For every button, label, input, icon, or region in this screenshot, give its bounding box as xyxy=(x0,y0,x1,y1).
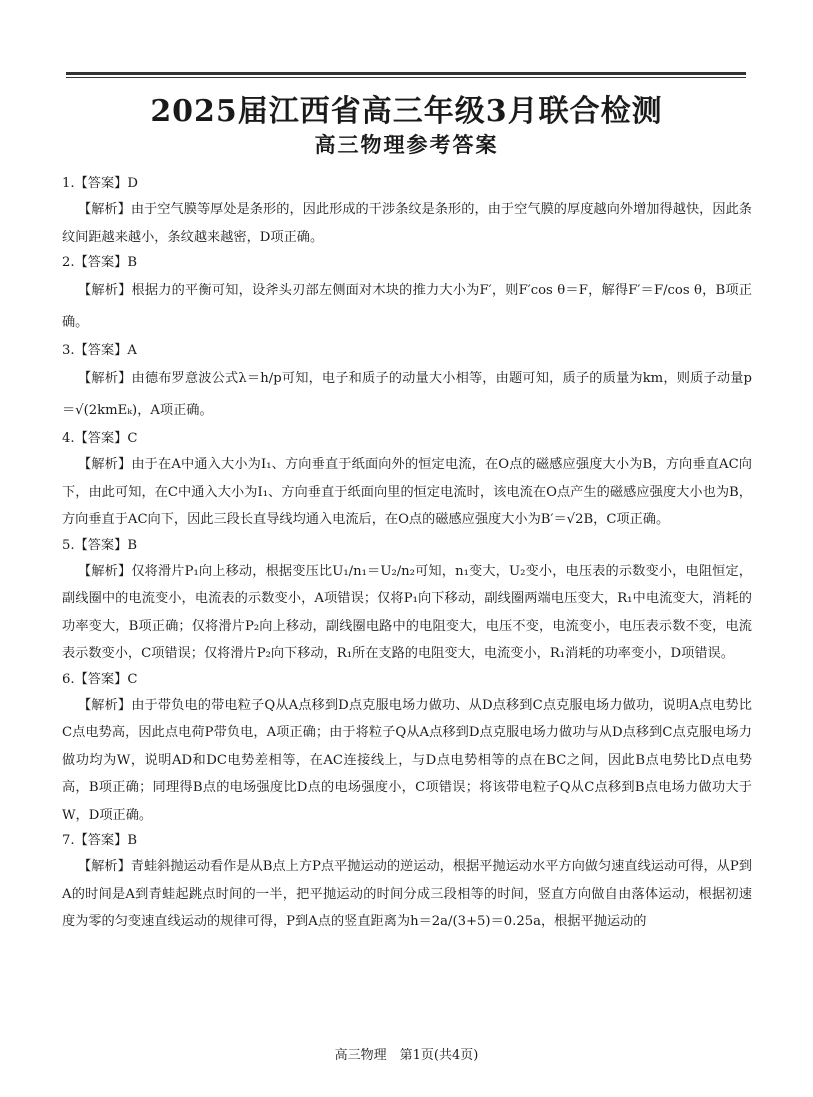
explanation-7: 【解析】青蛙斜抛运动看作是从B点上方P点平抛运动的逆运动，根据平抛运动水平方向做匀速直线运动可得，从P到A的时间是A到青蛙起跳点时间的一半，把平抛运动的时间分成三段相等的时间，竖直方向做自由落体运动，根据初速度为零的匀变速直线运动的规律可得，P到A点的竖直距离为h＝2a/(3+5)＝0.25a，根据平抛运动的 xyxy=(62,859,752,929)
answer-4: 4.【答案】C xyxy=(62,431,138,446)
answer-1: 1.【答案】D xyxy=(62,176,138,191)
explanation-1: 【解析】由于空气膜等厚处是条形的，因此形成的干涉条纹是条形的，由于空气膜的厚度越向外增加得越快，因此条纹间距越来越小，条纹越来越密，D项正确。 xyxy=(62,202,752,245)
explanation-3: 【解析】由德布罗意波公式λ＝h/p可知，电子和质子的动量大小相等，由题可知，质子的质量为km，则质子动量p＝√(2kmEₖ)，A项正确。 xyxy=(62,371,752,418)
answer-6: 6.【答案】C xyxy=(62,671,138,687)
answer-3: 3.【答案】A xyxy=(62,343,137,358)
explanation-6: 【解析】由于带负电的带电粒子Q从A点移到D点克服电场力做功、从D点移到C点克服电场力做功，说明A点电势比C点电势高，因此点电荷P带负电，A项正确；由于将粒子Q从A点移到D点克服电场力做功与从D点移到C点克服电场力做功均为W，说明AD和DC电势差相等，在AC连接线上，与D点电势相等的点在BC之间，因此B点电势比D点电势高，B项正确；同理得B点的电场强度比D点的电场强度小，C项错误；将该带电粒子Q从C点移到B点电场力做功大于W，D项正确。 xyxy=(62,697,752,823)
answer-7: 7.【答案】B xyxy=(62,833,138,848)
page-subtitle: 高三物理参考答案 xyxy=(314,133,499,157)
header-rule-thick xyxy=(66,72,746,75)
answer-5: 5.【答案】B xyxy=(62,537,138,553)
header-rule-thin xyxy=(66,77,746,78)
explanation-2: 【解析】根据力的平衡可知，设斧头刃部左侧面对木块的推力大小为F′，则F′cos θ＝F，解得F′＝F/cos θ，B项正确。 xyxy=(62,283,752,330)
explanation-5: 【解析】仅将滑片P₁向上移动，根据变压比U₁/n₁＝U₂/n₂可知，n₁变大，U₂变小，电压表的示数变小，电阻恒定，副线圈中的电流变小，电流表的示数变小，A项错误；仅将P₁向下移动，副线圈两端电压变大，R₁中电流变大，消耗的功率变大，B项正确；仅将滑片P₂向上移动，副线圈电路中的电阻变大，电压不变，电流变小，电压表示数不变，电流表示数变小，C项错误；仅将滑片P₂向下移动，R₁所在支路的电阻变大，电流变小，R₁消耗的功率变小，D项错误。 xyxy=(62,563,752,661)
answer-2: 2.【答案】B xyxy=(62,255,138,270)
page-footer: 高三物理 第1页(共4页) xyxy=(334,1048,479,1063)
answer-list xyxy=(62,172,752,936)
explanation-4: 【解析】由于在A中通入大小为I₁、方向垂直于纸面向外的恒定电流，在O点的磁感应强度大小为B，方向垂直AC向下，由此可知，在C中通入大小为I₁、方向垂直于纸面向里的恒定电流时，该电流在O点产生的磁感应强度大小也为B，方向垂直于AC向下，因此三段长直导线均通入电流后，在O点的磁感应强度大小为B′＝√2B，C项正确。 xyxy=(62,457,752,527)
page-title: 2025届江西省高三年级3月联合检测 xyxy=(150,94,663,129)
